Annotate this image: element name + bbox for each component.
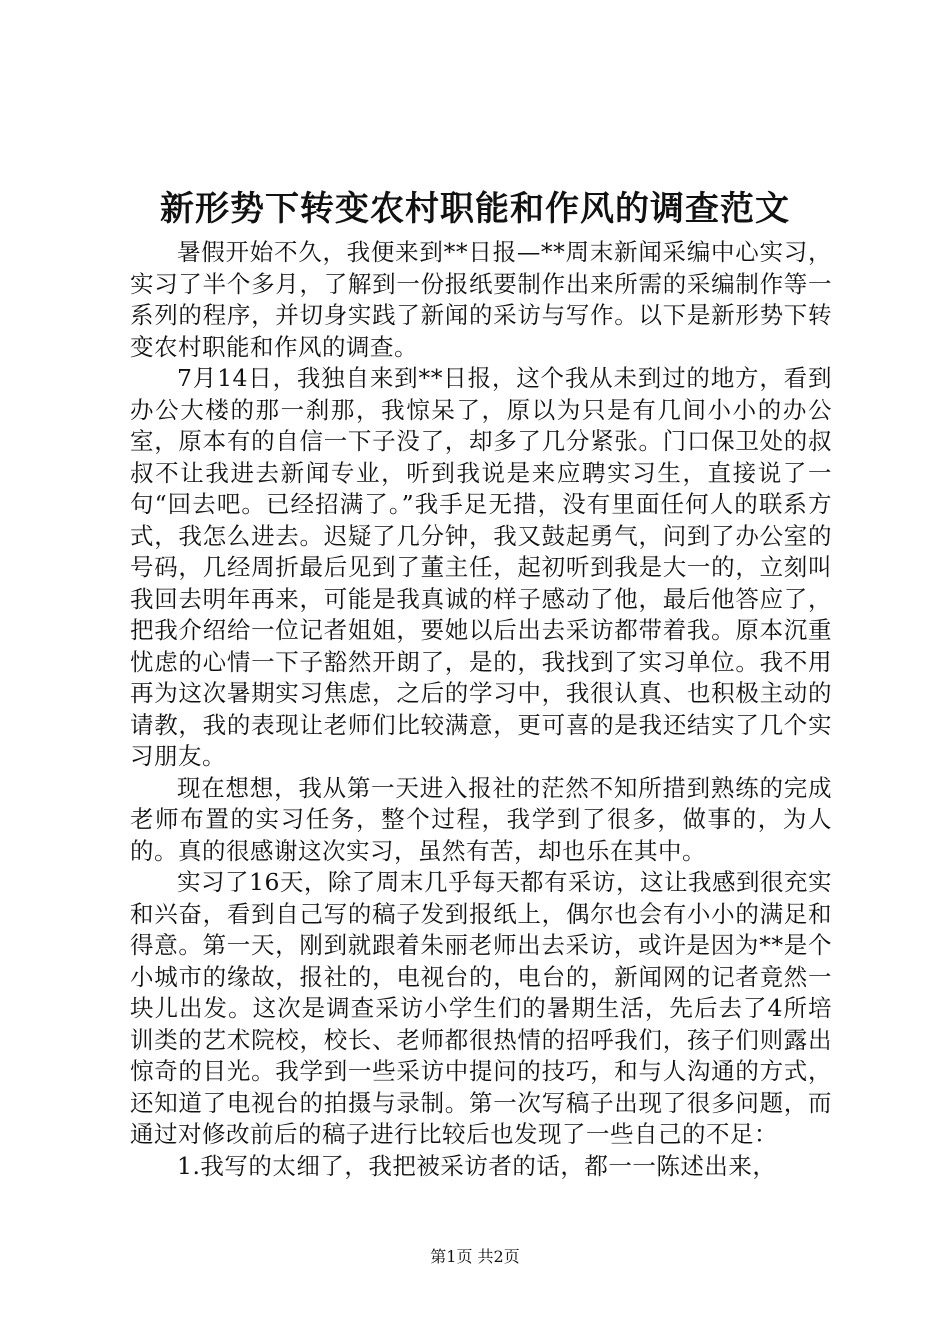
paragraph-5: 1.我写的太细了，我把被采访者的话，都一一陈述出来， [177, 1151, 777, 1180]
paragraph-3: 现在想想，我从第一天进入报社的茫然不知所措到熟练的完成老师布置的实习任务，整个过程，我学到了很多，做事的，为人的。真的很感谢这次实习，虽然有苦，却也乐在其中。 [130, 773, 832, 865]
paragraph-4: 实习了16天，除了周末几乎每天都有采访，这让我感到很充实和兴奋，看到自己写的稿子发到报纸上，偶尔也会有小小的满足和得意。第一天，刚到就跟着朱丽老师出去采访，或许是因为**是个小城市的缘故，报社的，电视台的，电台的，新闻网的记者竟然一块儿出发。这次是调查采访小学生们的暑期生活，先后去了4所培训类的艺术院校，校长、老师都很热情的招呼我们，孩子们则露出惊奇的目光。我学到一些采访中提问的技巧，和与人沟通的方式，还知道了电视台的拍摄与录制。第一次写稿子出现了很多问题，而通过对修改前后的稿子进行比较后也发现了一些自己的不足： [130, 868, 832, 1148]
page-number-footer: 第1页 共2页 [430, 1247, 520, 1266]
paragraph-1: 暑假开始不久，我便来到**日报—**周末新闻采编中心实习，实习了半个多月，了解到一份报纸要制作出来所需的采编制作等一系列的程序，并切身实践了新闻的采访与写作。以下是新形势下转变农村职能和作风的调查。 [130, 238, 832, 361]
document-body [130, 237, 832, 1182]
paragraph-2: 7月14日，我独自来到**日报，这个我从未到过的地方，看到办公大楼的那一刹那，我惊呆了，原以为只是有几间小小的办公室，原本有的自信一下子没了，却多了几分紧张。门口保卫处的叔叔不让我进去新闻专业，听到我说是来应聘实习生，直接说了一句“回去吧。已经招满了。”我手足无措，没有里面任何人的联系方式，我怎么进去。迟疑了几分钟，我又鼓起勇气，问到了办公室的号码，几经周折最后见到了董主任，起初听到我是大一的，立刻叫我回去明年再来，可能是我真诚的样子感动了他，最后他答应了，把我介绍给一位记者姐姐，要她以后出去采访都带着我。原本沉重忧虑的心情一下子豁然开朗了，是的，我找到了实习单位。我不用再为这次暑期实习焦虑，之后的学习中，我很认真、也积极主动的请教，我的表现让老师们比较满意，更可喜的是我还结实了几个实习朋友。 [130, 364, 832, 770]
document-title: 新形势下转变农村职能和作风的调查范文 [160, 189, 790, 229]
